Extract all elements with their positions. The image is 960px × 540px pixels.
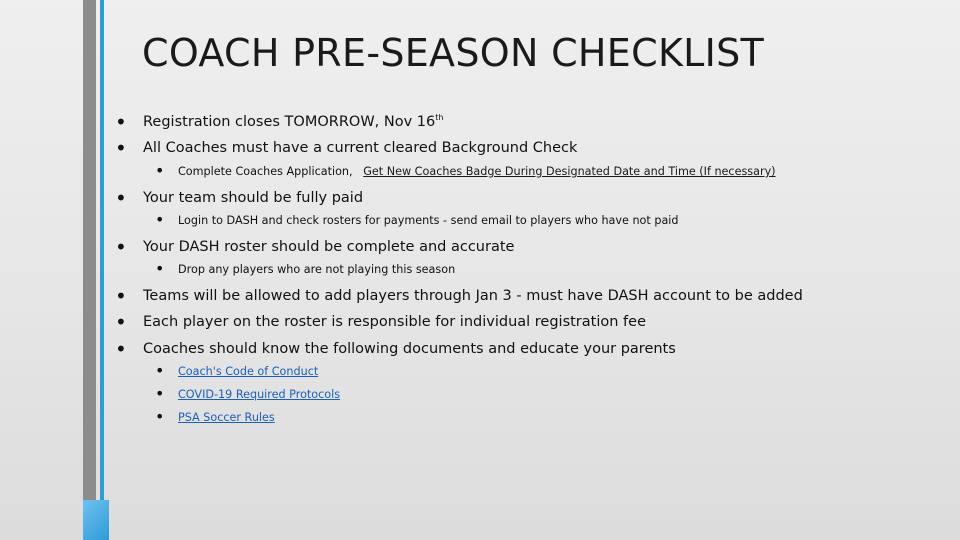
bullet-icon: • — [115, 110, 127, 134]
covid-protocols-link[interactable]: COVID-19 Required Protocols — [178, 388, 341, 401]
item-text: All Coaches must have a current cleared Background Check — [143, 140, 578, 156]
item-text: Each player on the roster is responsible for individual registration fee — [143, 314, 646, 330]
sub-item-text: Complete Coaches Application, — [178, 165, 353, 178]
bullet-icon: • — [155, 259, 165, 278]
bullet-icon: • — [115, 235, 127, 259]
item-text: Coaches should know the following documents and educate your parents — [143, 341, 676, 357]
coaches-badge-link[interactable]: Get New Coaches Badge During Designated Date and Time (If necessary) — [363, 165, 776, 178]
bullet-icon: • — [155, 407, 165, 426]
bullet-icon: • — [115, 136, 127, 160]
code-of-conduct-link[interactable]: Coach's Code of Conduct — [178, 365, 319, 378]
sub-item-text: Login to DASH and check rosters for payments - send email to players who have not paid — [178, 214, 679, 227]
item-superscript: th — [435, 113, 444, 123]
bullet-icon: • — [155, 384, 165, 403]
item-text: Your team should be fully paid — [143, 190, 364, 206]
bullet-icon: • — [155, 161, 165, 180]
bullet-icon: • — [155, 210, 165, 229]
bullet-icon: • — [115, 284, 127, 308]
item-text: Your DASH roster should be complete and accurate — [143, 239, 515, 255]
bullet-icon: • — [115, 186, 127, 210]
soccer-rules-link[interactable]: PSA Soccer Rules — [178, 411, 275, 424]
sub-item-text: Drop any players who are not playing this season — [178, 263, 456, 276]
item-text: Registration closes TOMORROW, Nov 16 — [143, 114, 436, 130]
slide-title: COACH PRE-SEASON CHECKLIST — [142, 31, 765, 75]
bullet-icon: • — [115, 310, 127, 334]
bullet-icon: • — [155, 361, 165, 380]
bullet-icon: • — [115, 337, 127, 361]
item-text: Teams will be allowed to add players through Jan 3 - must have DASH account to be added — [143, 288, 803, 304]
